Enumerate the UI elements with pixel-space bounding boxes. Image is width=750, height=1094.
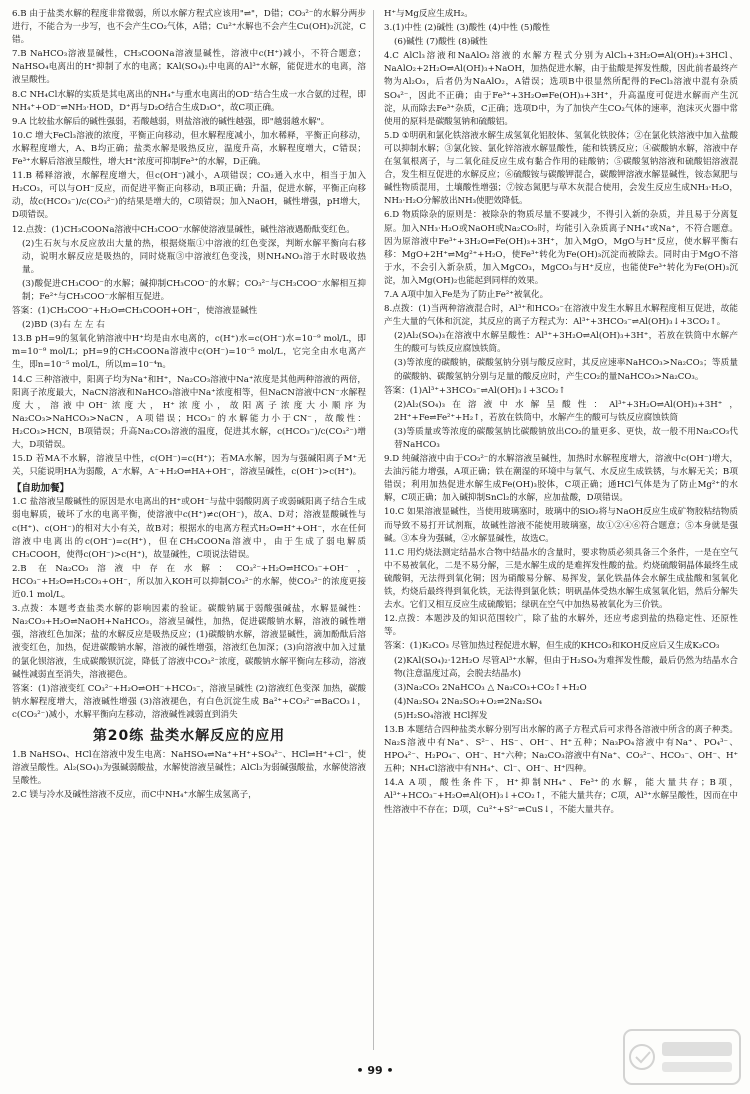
answer-14: 14.C 三种溶液中，阳离子均为Na⁺和H⁺，Na₂CO₃溶液中Na⁺浓度是其他两种溶液的两倍，阳离子浓度最大，NaCN溶液和NaHCO₃溶液中Na⁺浓度相等，但NaCN溶液中CN⁻水解程度大，溶液中OH⁻浓度大，H⁺浓度小，故阳离子浓度大小顺序为Na₂CO₃>NaHCO₃>NaCN，A项错误；HCO₃⁻的水解能力小于CN⁻，故酸性：H₂CO₃>HCN，B项错误；升高Na₂CO₃溶液的温度，促进其水解，c(HCO₃⁻)/c(CO₃²⁻)增大，D项错误。 [12,374,366,450]
sec20-answer-6: 6.D 物质除杂的原则是：被除杂的物质尽量不要减少，不得引入新的杂质，并且易于分离复原。加入NH₃·H₂O或NaOH或Na₂CO₃时，均能引入杂质离子NH₄⁺或Na⁺，不符合题意。因为原溶液中Fe³⁺+3H₂O⇌Fe(OH)₃+3H⁺，加入MgO，MgO与H⁺反应，使水解平衡右移：MgO+2H⁺⇌Mg²⁺+H₂O，使Fe³⁺转化为Fe(OH)₃沉淀而被除去。同时由于MgO不溶于水，不会引入新杂质，加入MgCO₃，MgCO₃与H⁺反应，也能使Fe³⁺转化为Fe(OH)₃沉淀，加入Mg(OH)₂也能起到同样的效果。 [384,210,738,286]
sec20-answer-12-ans-5: (5)H₂SO₄溶液 HCl挥发 [394,710,488,721]
sec20-answer-12-ans-2: (2)KAl(SO₄)₂·12H₂O 尽管Al³⁺水解，但由于H₂SO₄为难挥发性酸，最后仍然为结晶水合物(注意温度过高，会脱去结晶水) [394,655,738,679]
sec20-answer-8-hint-3: (3)等浓度的碳酸钠，碳酸氢钠分别与酸反应时，其反应速率NaHCO₃>Na₂CO₃；等质量的碳酸钠、碳酸氢钠分别与足量的酸反应时，产生CO₂的量NaHCO₃>Na₂CO₃。 [394,358,738,382]
sec20-answer-8-hint-2: (2)Al₂(SO₄)₃在溶液中水解呈酸性：Al³⁺+3H₂O⇌Al(OH)₃+3H⁺，若放在铁筒中水解产生的酸可与铁反应腐蚀铁筒。 [394,331,738,355]
answer-13: 13.B pH=9的氢氧化钠溶液中H⁺均是由水电离的，c(H⁺)水=c(OH⁻)水=10⁻⁹ mol/L，即m=10⁻⁹ mol/L；pH=9的CH₃COONa溶液中c(OH⁻)=10⁻⁵ mol/L，它完全由水电离产生，即n=10⁻⁵ mol/L，所以m=10⁻⁴n。 [12,334,366,371]
sec20-answer-5: 5.D ①明矾和氯化铁溶液水解生成氢氧化铝胶体、氢氧化铁胶体；②在氯化铁溶液中加入盐酸可以抑制水解；③氯化铵、氯化锌溶液水解显酸性，能和铁锈反应；④碳酸钠水解，溶液中存在氢氧根离子，与二氧化硅反应生成有黏合作用的硅酸钠；⑤碳酸氢钠溶液和硫酸铝溶液混合，发生相互促进的水解反应；⑥硫酸铵与碳酸钾混合，碳酸钾溶液水解显碱性，铵态氮肥与碱性物质混用，土壤酸性增强；⑦铵态氮肥与草木灰混合使用，会发生反应生成NH₃·H₂O，NH₃·H₂O分解放出NH₃使肥效降低。 [384,130,738,207]
sec20-answer-3b: (6)碱性 (7)酸性 (8)碱性 [394,37,488,48]
sec20-answer-12-hint: 12.点拨：本题涉及的知识范围较广，除了盐的水解外，还应考虑到盐的热稳定性、还原性等。 [384,614,738,638]
section-title-20: 第20练 盐类水解反应的应用 [92,727,286,744]
answer-12-hint-3: (3)酸促进CH₃COO⁻的水解；碱抑制CH₃COO⁻的水解；CO₃²⁻与CH₃COO⁻水解相互抑制；Fe²⁺与CH₃COO⁻水解相互促进。 [22,278,366,302]
right-column [384,8,738,1058]
answer-12-hint-1: 12.点拨：(1)CH₃COONa溶液中CH₃COO⁻水解使溶液显碱性，碱性溶液遇酚酞变红色。 [12,224,355,235]
sec20-answer-8-ans-1: 答案：(1)Al³⁺+3HCO₃⁻⇌Al(OH)₃↓+3CO₂↑ [384,385,566,396]
sec20-answer-13: 13.B 本题结合四种盐类水解分别写出水解的离子方程式后可求得各溶液中所含的离子种类。Na₂S溶液中有Na⁺、S²⁻、HS⁻、OH⁻、H⁺五种；Na₃PO₄溶液中有Na⁺、PO₄³⁻、HPO₄²⁻、H₂PO₄⁻、OH⁻、H⁺六种；Na₂CO₃溶液中有Na⁺、CO₃²⁻、HCO₃⁻、OH⁻、H⁺五种；NH₄Cl溶液中有NH₄⁺、Cl⁻、OH⁻、H⁺四种。 [384,724,738,775]
sec20-answer-9: 9.D 纯碱溶液中由于CO₃²⁻的水解溶液呈碱性，加热时水解程度增大，溶液中c(OH⁻)增大，去油污能力增强，A项正确；铁在潮湿的环境中与氧气、水反应生成铁锈，与水解无关；B项错误；利用加热促进水解生成Fe(OH)₃胶体，C项正确；通HCl气体是为了防止Mg²⁺的水解，C项正确；加入碱抑制SnCl₂的水解，应加盐酸，D项错误。 [384,454,738,504]
sec20-answer-4: 4.C AlCl₃溶液和NaAlO₂溶液的水解方程式分别为AlCl₃+3H₂O⇌Al(OH)₃+3HCl、NaAlO₂+2H₂O⇌Al(OH)₃+NaOH，加热促进水解，由于盐酸是挥发性酸，因此前者最终产物为Al₂O₃，后者仍为NaAlO₂，A错误；选项B中很显然所配得的FeCl₃溶液中混有杂质SO₄²⁻，因此不正确；由于Fe³⁺+3H₂O⇌Fe(OH)₃+3H⁺，升高温度可促进水解而产生沉淀，从而除去Fe³⁺杂质，C正确；选项D中，为了加快产生CO₂气体的速率，泡沫灭火器中常使用的原料是碳酸氢钠和硫酸铝。 [384,51,738,127]
sec20-answer-8-hint-1: 8.点拨：(1)当两种溶液混合时，Al³⁺和HCO₃⁻在溶液中发生水解且水解程度相互促进，故能产生大量的气体和沉淀，其反应的离子方程式为：Al³⁺+3HCO₃⁻⇌Al(OH)₃↓+3CO₂↑。 [384,304,738,328]
extra-answer-3-ans: 答案：(1)溶液变红 CO₃²⁻+H₂O⇌OH⁻+HCO₃⁻，溶液呈碱性 (2)溶液红色变深 加热，碳酸钠水解程度增大，溶液碱性增强 (3)溶液褪色，有白色沉淀生成 Ba²⁺+CO₃²⁻⇌BaCO₃↓，c(CO₃²⁻)减小，水解平衡向左移动，溶液碱性减弱直到消失 [12,683,366,720]
answer-12-ans-2: (2)BD (3)右 左 左 右 [22,320,105,331]
sec20-answer-2: 2.C 镁与冷水及碱性溶液不反应，而C中NH₄⁺水解生成氢离子， [12,790,257,801]
column-divider [373,10,374,1050]
sec20-answer-12-ans-1: 答案：(1)K₂CO₃ 尽管加热过程促进水解，但生成的KHCO₃和KOH反应后又生成K₂CO₃ [384,641,720,652]
sec20-answer-8-ans-2: (2)Al₂(SO₄)₃在溶液中水解呈酸性：Al³⁺+3H₂O⇌Al(OH)₃+3H⁺，2H⁺+Fe⇌Fe²⁺+H₂↑，若放在铁筒中，水解产生的酸可与铁反应腐蚀铁筒 [394,399,738,423]
sec20-answer-7: 7.A A项中加入Fe是为了防止Fe²⁺被氧化。 [384,289,549,300]
sec20-answer-10: 10.C 如果溶液显碱性，当使用玻璃塞时，玻璃中的SiO₂将与NaOH反应生成矿物胶粘结物质而导致不易打开试剂瓶，故碱性溶液不能使用玻璃塞，故①②④⑥符合题意；⑤本身就是强碱。③本身为强碱，②水解显碱性，故选C。 [384,507,738,544]
sec20-answer-2-cont: H⁺与Mg反应生成H₂。 [384,9,473,19]
answer-11: 11.B 稀释溶液，水解程度增大，但c(OH⁻)减小，A项错误；CO₂通入水中，相当于加入H₂CO₃，可以与OH⁻反应，而促进平衡正向移动，B项正确；升温，促进水解，平衡正向移动，故c(HCO₃⁻)/c(CO₃²⁻)的结果是增大的，C项错误；加入NaOH，碱性增强，pH增大，D项错误。 [12,171,366,221]
answer-12-ans-1: 答案：(1)CH₃COO⁻+H₂O⇌CH₃COOH+OH⁻，使溶液显碱性 [12,306,258,317]
sec20-answer-14: 14.A A项，酸性条件下，H⁺抑制NH₄⁺、Fe³⁺的水解，能大量共存；B项，Al³⁺+HCO₃⁻+H₂O⇌Al(OH)₃↓+CO₂↑，不能大量共存；C项，Al³⁺水解呈酸性，因而在中性溶液中不存在；D项，Cu²⁺+S²⁻⇌CuS↓，不能大量共存。 [384,778,738,815]
answer-9: 9.A 比较盐水解后的碱性强弱，若酸越弱，则盐溶液的碱性越强，即"越弱越水解"。 [12,116,330,127]
watermark-logo [622,1028,742,1086]
sec20-answer-12-ans-3: (3)Na₂CO₃ 2NaHCO₃ △ Na₂CO₃+CO₂↑+H₂O [394,682,587,693]
answer-6: 6.B 由于盐类水解的程度非常微弱，所以水解方程式应该用"⇌"，D错；CO₃²⁻的水解分两步进行，不能合为一步写，也不会产生CO₂气体，A错；Cu²⁺水解也不会产生Cu(OH)₂沉淀，C错。 [12,9,366,46]
answer-15: 15.D 若MA不水解，溶液呈中性，c(OH⁻)=c(H⁺)；若MA水解，因为与强碱阳离子M⁺无关，只能说明HA为弱酸，A⁻水解，A⁻+H₂O⇌HA+OH⁻，溶液呈碱性，c(OH⁻)>c(H⁺)。 [12,454,366,478]
answer-8: 8.C NH₄Cl水解的实质是其电离出的NH₄⁺与重水电离出的OD⁻结合生成一水合氨的过程，即NH₄⁺+OD⁻⇌NH₃·HOD，D⁺再与D₂O结合生成D₃O⁺，故C项正确。 [12,89,366,113]
extra-answer-2: 2.B 在Na₂CO₃溶液中存在水解：CO₃²⁻+H₂O⇌HCO₃⁻+OH⁻，HCO₃⁻+H₂O⇌H₂CO₃+OH⁻，所以加入KOH可以抑制CO₃²⁻的水解，使CO₃²⁻的浓度更接近0.1 mol/L。 [12,563,366,601]
answer-7: 7.B NaHCO₃溶液显碱性，CH₃COONa溶液显碱性，溶液中c(H⁺)减小，不符合题意；NaHSO₄电离出的H⁺抑制了水的电离；KAl(SO₄)₂中电离的Al³⁺水解，能促进水的电离，溶液呈酸性。 [12,49,366,86]
left-column [12,8,366,1058]
sec20-answer-12-ans-4: (4)Na₂SO₄ 2Na₂SO₃+O₂⇌2Na₂SO₄ [394,696,543,707]
extra-answer-3-hint: 3.点拨：本题考查盐类水解的影响因素的验证。碳酸钠属于弱酸强碱盐，水解显碱性：Na₂CO₃+H₂O⇌NaOH+NaHCO₃，溶液呈碱性，加热，促进碳酸钠水解，溶液的碱性增强，溶液红色加深；盐的水解反应是吸热反应；(1)碳酸钠水解，溶液显碱性，滴加酚酞后溶液变红色，加热，促进碳酸钠水解，溶液的碱性增强，溶液红色加深；(3)向溶液中加入过量的氯化钡溶液，生成碳酸钡沉淀，降低了溶液中CO₃²⁻浓度，碳酸钠水解平衡向左移动，溶液碱性减弱直至消失，溶液褪色。 [12,604,366,680]
answer-10: 10.C 增大FeCl₃溶液的浓度，平衡正向移动，但水解程度减小，加水稀释，平衡正向移动，水解程度增大，A、B均正确；盐类水解是吸热反应，温度升高，水解程度增大，C错误；Fe³⁺水解后溶液呈酸性，增大H⁺浓度可抑制Fe³⁺的水解，D正确。 [12,130,366,168]
sec20-answer-1: 1.B NaHSO₄、HCl在溶液中发生电离：NaHSO₄⇌Na⁺+H⁺+SO₄²⁻、HCl⇌H⁺+Cl⁻，使溶液呈酸性。Al₂(SO₄)₃为强碱弱酸盐，水解使溶液呈碱性；AlCl₃为弱碱强酸盐，水解使溶液呈酸性。 [12,750,366,787]
sec20-answer-3a: 3.(1)中性 (2)碱性 (3)酸性 (4)中性 (5)酸性 [384,23,550,34]
sec20-answer-8-ans-3: (3)等质量或等浓度的碳酸氢钠比碳酸钠放出CO₂的量更多、更快，故一般不用Na₂CO₃代替NaHCO₃ [394,426,738,450]
answer-12-hint-2: (2)生石灰与水反应放出大量的热，根据烧瓶①中溶液的红色变深，判断水解平衡向右移动，说明水解反应是吸热的，同时烧瓶③中溶液红色变浅，则NH₄NO₃溶于水时吸收热量。 [22,238,366,275]
watermark-stamp-icon [622,1028,742,1086]
extra-section-header: 【自助加餐】 [12,483,70,495]
extra-answer-1: 1.C 盐溶液呈酸碱性的原因是水电离出的H⁺或OH⁻与盐中弱酸阴离子或弱碱阳离子结合生成弱电解质，破坏了水的电离平衡，使溶液中c(H⁺)≠c(OH⁻)，故A、D对；溶液显酸碱性与c(H⁺)、c(OH⁻)的相对大小有关，故B对；根据水的电离方程式H₂O⇌H⁺+OH⁻，水在任何溶液中电离出的c(OH⁻)=c(H⁺)，但在CH₃COONa溶液中，由于生成了弱电解质CH₃COOH，使得c(OH⁻)>c(H⁺)，故显碱性，C项说法错误。 [12,497,366,560]
sec20-answer-11: 11.C 用灼烧法测定结晶水合物中结晶水的含量时，要求物质必须具备三个条件，一是在空气中不易被氧化，二是不易分解，三是水解生成的是难挥发性酸的盐。灼烧硫酸铜晶体最终生成硫酸铜，无法得到氧化铜；因为硝酸易分解、易挥发，氯化铁晶体会水解生成盐酸和氢氧化铁，灼烧后最终得到氧化铁，无法得到氯化铁；明矾晶体受热水解生成氢氧化铝，然后分解失去水。它们又相互反应生成硫酸铝；绿矾在空气中加热易被氧化为三价铁。 [384,547,738,611]
page-number: • 99 • [356,1064,394,1077]
